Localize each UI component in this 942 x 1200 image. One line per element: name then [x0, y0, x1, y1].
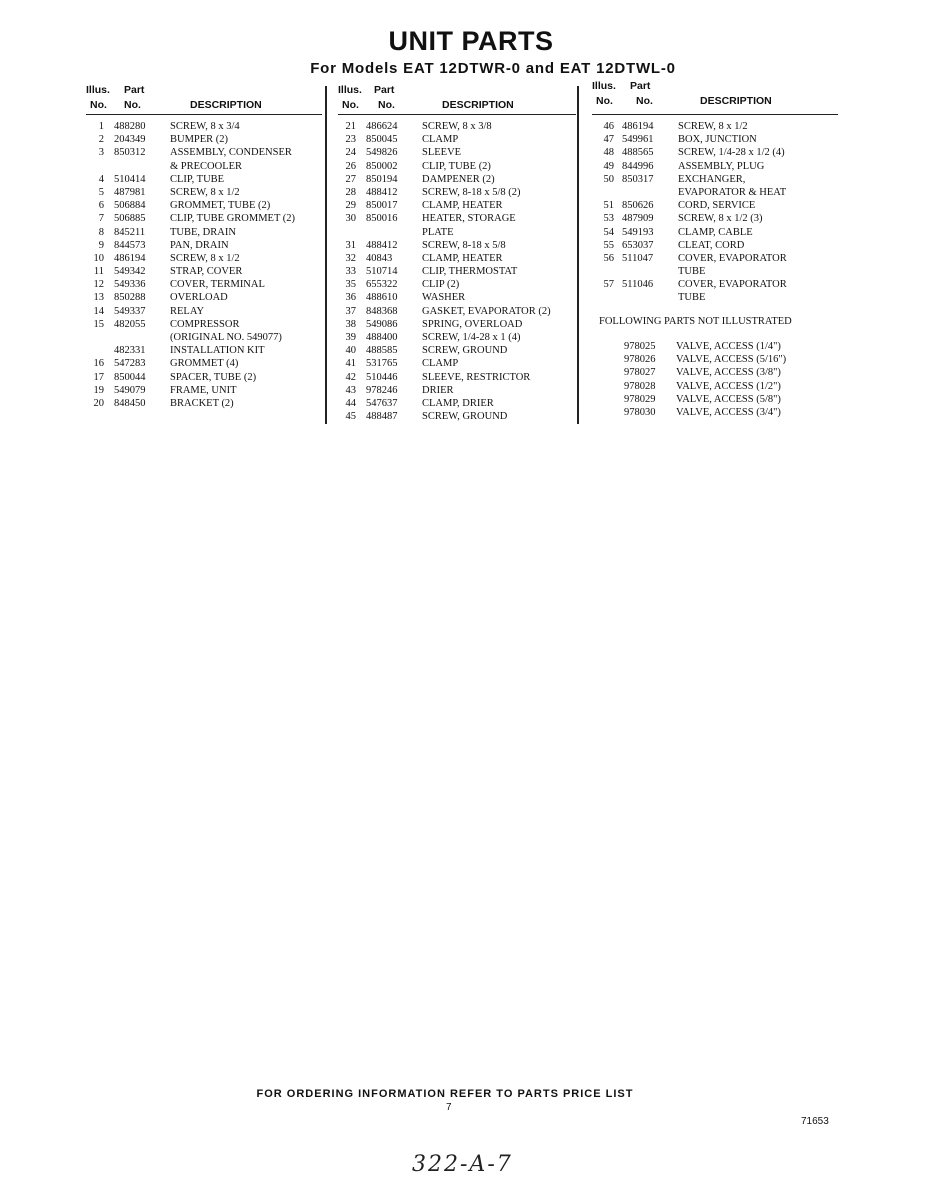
table-row: [86, 173, 322, 186]
part-number: 850317: [622, 173, 654, 185]
part-description: SCREW, GROUND: [422, 411, 508, 423]
table-row: [592, 252, 838, 265]
table-row: [86, 199, 322, 212]
table-row: [592, 291, 838, 304]
part-number: 204349: [114, 134, 146, 146]
part-number: 978246: [366, 384, 398, 396]
column-header: [338, 84, 576, 115]
parts-column-2: [338, 84, 576, 423]
illus-number: 5: [98, 186, 104, 198]
part-number: 488400: [366, 332, 398, 343]
part-number: 653037: [622, 239, 654, 251]
part-no-header: No.: [124, 99, 141, 111]
part-description: CLIP (2): [422, 279, 460, 291]
page-number: 7: [446, 1102, 452, 1113]
part-description: BUMPER (2): [170, 134, 229, 146]
illus-number: 45: [345, 411, 356, 423]
part-description: BOX, JUNCTION: [678, 134, 757, 146]
handwritten-note: 322-A-7: [412, 1152, 513, 1177]
table-row: [338, 226, 576, 239]
illus-number: 51: [603, 200, 614, 212]
part-description: & PRECOOLER: [170, 160, 243, 172]
table-row: [338, 344, 576, 357]
illus-no-header: No.: [90, 99, 107, 111]
part-description: CLAMP: [422, 134, 459, 146]
table-row: [338, 371, 576, 384]
table-row: [592, 278, 838, 291]
part-description: ASSEMBLY, CONDENSER: [170, 147, 292, 159]
part-description: GROMMET, TUBE (2): [170, 200, 271, 212]
table-row: [86, 239, 322, 252]
table-row: [592, 146, 838, 159]
part-description: SCREW, 8 x 1/2: [678, 121, 748, 132]
table-row: [86, 278, 322, 291]
illus-number: 29: [345, 200, 356, 212]
part-description: TUBE: [678, 266, 706, 278]
part-description: SCREW, 8-18 x 5/8 (2): [422, 186, 521, 198]
part-number: 488585: [366, 345, 398, 357]
part-description: SCREW, 8 x 1/2: [170, 252, 240, 264]
table-row: [338, 305, 576, 318]
part-number: 488412: [366, 239, 398, 251]
part-description: COVER, EVAPORATOR: [678, 279, 787, 291]
illus-number: 37: [345, 305, 356, 317]
illus-number: 14: [93, 305, 104, 317]
table-row: [338, 239, 576, 252]
part-description: SCREW, 8-18 x 5/8: [422, 239, 506, 251]
illus-header: Illus.: [338, 84, 362, 96]
column-divider: [325, 86, 327, 424]
part-number: 511047: [622, 252, 654, 264]
part-description: GROMMET (4): [170, 358, 239, 370]
table-row: [592, 239, 838, 252]
part-number: 40843: [366, 252, 393, 264]
table-row: [86, 133, 322, 146]
part-description: SCREW, 1/4-28 x 1 (4): [422, 332, 521, 343]
part-description: SLEEVE, RESTRICTOR: [422, 371, 531, 383]
part-number: 850044: [114, 371, 146, 383]
illus-number: 57: [603, 279, 614, 291]
illus-number: 36: [345, 292, 356, 304]
part-description: SPACER, TUBE (2): [170, 371, 257, 383]
part-number: 547637: [366, 397, 398, 409]
illus-number: 23: [345, 134, 356, 146]
part-description: VALVE, ACCESS (1/2"): [676, 380, 781, 392]
illus-number: 33: [345, 266, 356, 278]
parts-column-1: [86, 84, 322, 410]
illus-number: 50: [603, 173, 614, 185]
table-row: [86, 291, 322, 304]
illus-number: 11: [93, 266, 104, 278]
illus-number: 42: [345, 371, 356, 383]
part-no-header: No.: [636, 95, 653, 107]
parts-list: [338, 120, 576, 423]
part-number: 848450: [114, 397, 146, 409]
table-row: [338, 318, 576, 331]
part-number: 488565: [622, 147, 654, 159]
illus-no-header: No.: [342, 99, 359, 111]
part-number: 978030: [624, 406, 656, 418]
illus-number: 6: [98, 200, 104, 212]
part-header: Part: [630, 80, 651, 92]
illus-number: 26: [345, 160, 356, 172]
part-no-header: No.: [378, 99, 395, 111]
part-number: 482055: [114, 318, 146, 330]
parts-list: [592, 120, 838, 305]
part-number: 850002: [366, 160, 398, 172]
illus-number: 20: [93, 397, 104, 409]
table-row: [338, 410, 576, 423]
table-row: [86, 160, 322, 173]
part-description: SCREW, 8 x 1/2 (3): [678, 213, 763, 225]
table-row: [338, 252, 576, 265]
part-header: Part: [374, 84, 395, 96]
illus-number: 7: [98, 213, 104, 225]
part-description: CLIP, THERMOSTAT: [422, 266, 518, 278]
table-row: [592, 186, 838, 199]
part-number: 850626: [622, 200, 654, 212]
illus-number: 16: [93, 358, 104, 370]
illus-number: 43: [345, 384, 356, 396]
part-description: COMPRESSOR: [170, 318, 240, 330]
part-description: PAN, DRAIN: [170, 239, 229, 251]
part-description: VALVE, ACCESS (1/4"): [676, 341, 781, 352]
table-row: [86, 357, 322, 370]
table-row: [592, 133, 838, 146]
part-number: 978029: [624, 393, 656, 405]
illus-number: 40: [345, 345, 356, 357]
illus-number: 12: [93, 279, 104, 291]
part-number: 549961: [622, 134, 654, 146]
part-number: 844996: [622, 160, 654, 172]
part-number: 848368: [366, 305, 398, 317]
table-row: [86, 344, 322, 357]
illus-number: 53: [603, 213, 614, 225]
part-number: 510414: [114, 173, 146, 185]
illus-number: 49: [603, 160, 614, 172]
page-title: UNIT PARTS: [388, 26, 554, 56]
illus-number: 44: [345, 397, 356, 409]
part-number: 844573: [114, 239, 146, 251]
part-description: EVAPORATOR & HEAT: [678, 186, 787, 198]
part-number: 549079: [114, 384, 146, 396]
part-description: SCREW, 8 x 3/8: [422, 121, 492, 132]
part-description: VALVE, ACCESS (5/8"): [676, 393, 781, 405]
illus-number: 2: [98, 134, 104, 146]
part-description: (ORIGINAL NO. 549077): [170, 332, 282, 343]
table-row: [86, 212, 322, 225]
part-number: 850045: [366, 134, 398, 146]
part-number: 850016: [366, 213, 398, 225]
part-description: CORD, SERVICE: [678, 200, 756, 212]
part-number: 549086: [366, 318, 398, 330]
table-row: [338, 291, 576, 304]
part-number: 487981: [114, 186, 146, 198]
illus-number: 17: [93, 371, 104, 383]
part-number: 850017: [366, 200, 398, 212]
table-row: [338, 278, 576, 291]
part-description: SLEEVE: [422, 147, 462, 159]
table-row: [592, 226, 838, 239]
part-description: COVER, EVAPORATOR: [678, 252, 787, 264]
part-number: 547283: [114, 358, 146, 370]
part-description: SCREW, 1/4-28 x 1/2 (4): [678, 147, 785, 159]
column-header: [86, 84, 322, 115]
part-number: 486624: [366, 121, 398, 132]
part-description: HEATER, STORAGE: [422, 213, 516, 225]
part-description: ASSEMBLY, PLUG: [678, 160, 765, 172]
part-description: DAMPENER (2): [422, 173, 495, 185]
part-description: TUBE: [678, 292, 706, 304]
part-description: VALVE, ACCESS (3/8"): [676, 367, 781, 379]
illus-header: Illus.: [592, 80, 616, 92]
illus-number: 21: [345, 121, 356, 132]
illus-number: 32: [345, 252, 356, 264]
part-description: DRIER: [422, 384, 454, 396]
part-description: FRAME, UNIT: [170, 384, 237, 396]
illus-number: 47: [603, 134, 614, 146]
part-description: INSTALLATION KIT: [170, 345, 265, 357]
part-description: SCREW, 8 x 1/2: [170, 186, 240, 198]
part-description: VALVE, ACCESS (3/4"): [676, 406, 781, 418]
table-row: [86, 397, 322, 410]
part-number: 488610: [366, 292, 398, 304]
table-row: [592, 120, 838, 133]
table-row: [338, 331, 576, 344]
column-header: [592, 80, 838, 115]
table-row: [86, 226, 322, 239]
table-row: [86, 186, 322, 199]
illus-number: 46: [603, 121, 614, 132]
table-row: [86, 331, 322, 344]
part-number: 488412: [366, 186, 398, 198]
illus-number: 56: [603, 252, 614, 264]
illus-number: 35: [345, 279, 356, 291]
not-illustrated-note: FOLLOWING PARTS NOT ILLUSTRATED: [599, 316, 792, 327]
part-description: SCREW, GROUND: [422, 345, 508, 357]
table-row: [592, 199, 838, 212]
illus-number: 54: [603, 226, 614, 238]
part-description: COVER, TERMINAL: [170, 279, 265, 291]
part-number: 486194: [114, 252, 146, 264]
part-number: 978028: [624, 380, 656, 392]
part-header: Part: [124, 84, 145, 96]
illus-header: Illus.: [86, 84, 110, 96]
illus-number: 4: [98, 173, 104, 185]
table-row: [338, 160, 576, 173]
part-number: 978026: [624, 354, 656, 366]
part-number: 549337: [114, 305, 146, 317]
table-row: [338, 173, 576, 186]
page-subtitle: For Models EAT 12DTWR-0 and EAT 12DTWL-0: [310, 60, 676, 77]
part-description: CLAMP, DRIER: [422, 397, 494, 409]
part-number: 482331: [114, 345, 146, 357]
table-row: [86, 265, 322, 278]
table-row: [86, 384, 322, 397]
part-description: SCREW, 8 x 3/4: [170, 121, 240, 132]
illus-number: 13: [93, 292, 104, 304]
illus-number: 9: [98, 239, 104, 251]
table-row: [338, 199, 576, 212]
table-row: [592, 160, 838, 173]
part-number: 506884: [114, 200, 146, 212]
illus-number: 30: [345, 213, 356, 225]
illus-number: 27: [345, 173, 356, 185]
table-row: [338, 384, 576, 397]
part-number: 486194: [622, 121, 654, 132]
part-number: 487909: [622, 213, 654, 225]
illus-number: 24: [345, 147, 356, 159]
part-description: CLEAT, CORD: [678, 239, 745, 251]
part-number: 845211: [114, 226, 146, 238]
illus-number: 28: [345, 186, 356, 198]
part-number: 978027: [624, 367, 656, 379]
part-description: CLAMP, CABLE: [678, 226, 753, 238]
part-description: EXCHANGER,: [678, 173, 746, 185]
document-number: 71653: [801, 1116, 829, 1127]
part-number: 531765: [366, 358, 398, 370]
column-divider: [577, 86, 579, 424]
part-description: STRAP, COVER: [170, 266, 243, 278]
part-description: CLAMP, HEATER: [422, 200, 503, 212]
ordering-footer: FOR ORDERING INFORMATION REFER TO PARTS PRICE LIST: [256, 1088, 634, 1100]
table-row: [86, 252, 322, 265]
part-description: CLIP, TUBE GROMMET (2): [170, 213, 296, 225]
table-row: [86, 120, 322, 133]
illus-number: 41: [345, 358, 356, 370]
part-description: GASKET, EVAPORATOR (2): [422, 305, 551, 317]
illus-number: 48: [603, 147, 614, 159]
table-row: [338, 212, 576, 225]
part-number: 510446: [366, 371, 398, 383]
table-row: [86, 371, 322, 384]
illus-number: 15: [93, 318, 104, 330]
part-description: VALVE, ACCESS (5/16"): [676, 354, 787, 366]
part-number: 655322: [366, 279, 398, 291]
part-number: 488280: [114, 121, 146, 132]
part-number: 850194: [366, 173, 398, 185]
illus-number: 31: [345, 239, 356, 251]
illus-number: 3: [98, 147, 104, 159]
illus-number: 8: [98, 226, 104, 238]
table-row: [592, 173, 838, 186]
part-number: 506885: [114, 213, 146, 225]
table-row: [592, 265, 838, 278]
parts-list: [86, 120, 322, 410]
part-description: PLATE: [422, 226, 454, 238]
part-description: WASHER: [422, 292, 466, 304]
table-row: [338, 186, 576, 199]
part-number: 850288: [114, 292, 146, 304]
part-number: 549826: [366, 147, 398, 159]
illus-no-header: No.: [596, 95, 613, 107]
illus-number: 55: [603, 239, 614, 251]
table-row: [338, 133, 576, 146]
part-description: TUBE, DRAIN: [170, 226, 236, 238]
illus-number: 1: [98, 121, 104, 132]
part-number: 488487: [366, 411, 398, 423]
description-header: DESCRIPTION: [442, 99, 514, 111]
illus-number: 19: [93, 384, 104, 396]
table-row: [592, 212, 838, 225]
part-number: 510714: [366, 266, 398, 278]
table-row: [86, 146, 322, 159]
part-number: 549193: [622, 226, 654, 238]
table-row: [338, 397, 576, 410]
part-description: SPRING, OVERLOAD: [422, 318, 523, 330]
table-row: [338, 357, 576, 370]
part-number: 978025: [624, 341, 656, 352]
description-header: DESCRIPTION: [700, 95, 772, 107]
part-description: CLAMP, HEATER: [422, 252, 503, 264]
part-number: 549336: [114, 279, 146, 291]
description-header: DESCRIPTION: [190, 99, 262, 111]
part-description: CLAMP: [422, 358, 459, 370]
parts-column-3: [592, 80, 838, 305]
part-number: 511046: [622, 279, 654, 291]
part-description: CLIP, TUBE: [170, 173, 225, 185]
illus-number: 39: [345, 332, 356, 343]
part-description: OVERLOAD: [170, 292, 228, 304]
illus-number: 10: [93, 252, 104, 264]
table-row: [86, 305, 322, 318]
part-number: 549342: [114, 266, 146, 278]
table-row: [338, 120, 576, 133]
part-number: 850312: [114, 147, 146, 159]
part-description: CLIP, TUBE (2): [422, 160, 491, 172]
table-row: [338, 265, 576, 278]
table-row: [338, 146, 576, 159]
part-description: RELAY: [170, 305, 205, 317]
table-row: [86, 318, 322, 331]
illus-number: 38: [345, 318, 356, 330]
part-description: BRACKET (2): [170, 397, 234, 409]
